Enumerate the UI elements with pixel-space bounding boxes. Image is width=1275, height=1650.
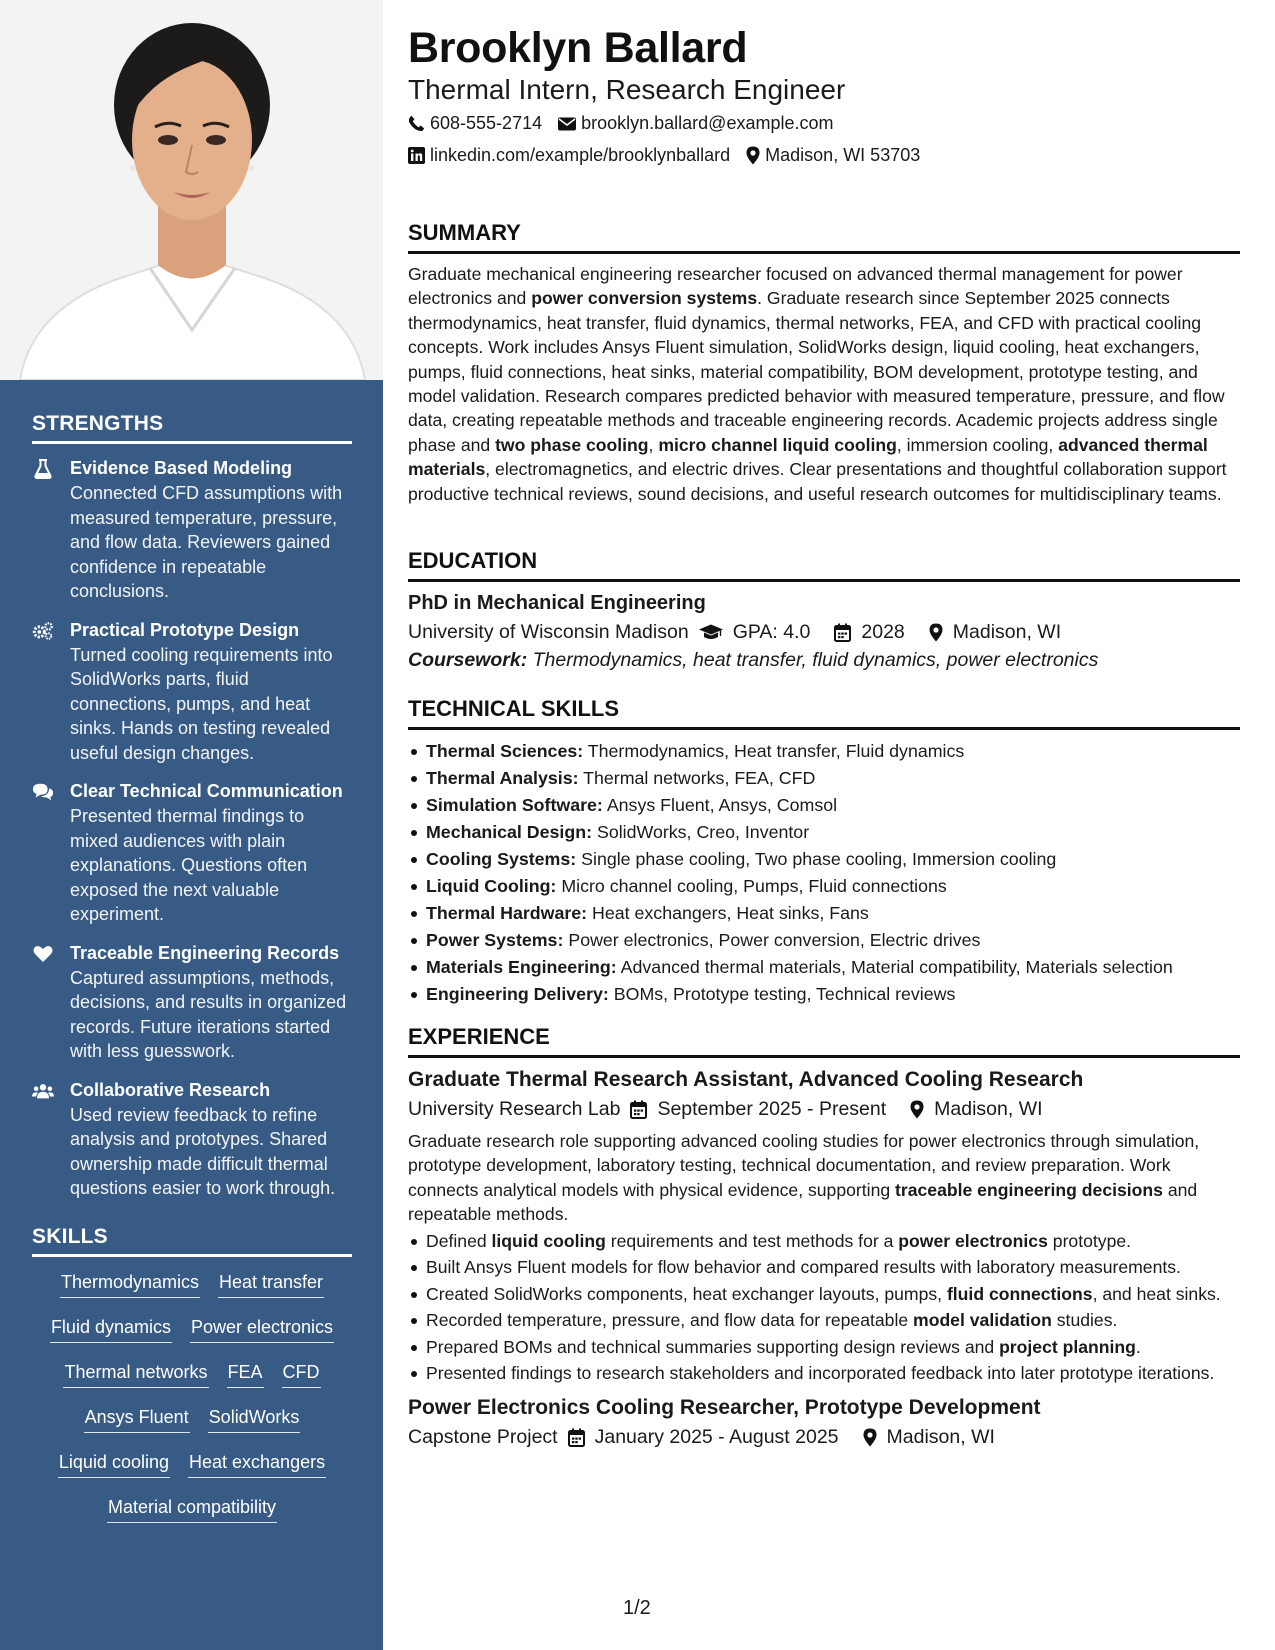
calendar-icon [834, 623, 851, 642]
strength-description: Presented thermal findings to mixed audiences with plain explanations. Questions often exposed the next valuable experiment. [70, 806, 308, 924]
comments-icon [32, 782, 54, 802]
job-bullets [408, 1229, 1240, 1386]
skill-tag: Thermal networks [63, 1359, 208, 1388]
technical-skill-item: Engineering Delivery: BOMs, Prototype testing, Technical reviews [408, 981, 1240, 1008]
heart-icon [32, 944, 54, 964]
school-name: University of Wisconsin Madison [408, 621, 689, 643]
job-entry [408, 1068, 1240, 1386]
strength-title: Collaborative Research [70, 1079, 271, 1100]
skill-tag: Material compatibility [107, 1494, 277, 1523]
education-heading: EDUCATION [408, 548, 1240, 582]
gears-icon [32, 621, 54, 641]
job-bullet: Created SolidWorks components, heat exchanger layouts, pumps, fluid connections, and heat sinks. [408, 1282, 1240, 1307]
skill-row [32, 1494, 352, 1539]
technical-skill-item: Liquid Cooling: Micro channel cooling, Pumps, Fluid connections [408, 873, 1240, 900]
gpa-text: GPA: 4.0 [732, 621, 811, 643]
education-section [408, 548, 1240, 672]
skill-tag: Fluid dynamics [50, 1314, 172, 1343]
skill-tag: Power electronics [190, 1314, 334, 1343]
job-bullet: Recorded temperature, pressure, and flow data for repeatable model validation studies. [408, 1308, 1240, 1333]
job-location: Madison, WI [886, 1425, 995, 1448]
job-organization: University Research Lab [408, 1098, 621, 1120]
job-meta [408, 1426, 1240, 1449]
job-organization: Capstone Project [408, 1425, 558, 1448]
job-dates: January 2025 - August 2025 [594, 1425, 839, 1448]
skill-tag: CFD [282, 1359, 321, 1388]
strength-item [32, 941, 352, 1064]
strength-item [32, 779, 352, 927]
technical-skill-item: Thermal Sciences: Thermodynamics, Heat transfer, Fluid dynamics [408, 738, 1240, 765]
skill-tag: Liquid cooling [58, 1449, 170, 1478]
candidate-name: Brooklyn Ballard [408, 24, 748, 72]
technical-skill-item: Cooling Systems: Single phase cooling, Two phase cooling, Immersion cooling [408, 846, 1240, 873]
strength-description: Captured assumptions, methods, decisions, and results in organized records. Future iterations started with less guesswork. [70, 967, 347, 1061]
job-bullet: Prepared BOMs and technical summaries supporting design reviews and project planning. [408, 1335, 1240, 1360]
location-text: Madison, WI 53703 [765, 145, 921, 165]
skill-tag: SolidWorks [208, 1404, 301, 1433]
education-meta [408, 621, 1240, 644]
envelope-icon [558, 117, 576, 131]
job-location: Madison, WI [934, 1098, 1043, 1120]
skills-heading: SKILLS [32, 1225, 352, 1257]
job-title: Power Electronics Cooling Researcher, Prototype Development [408, 1395, 1041, 1419]
coursework-text: Thermodynamics, heat transfer, fluid dynamics, power electronics [532, 649, 1099, 671]
strength-item [32, 456, 352, 604]
job-dates: September 2025 - Present [657, 1098, 887, 1120]
sidebar [0, 0, 383, 1650]
email-text: brooklyn.ballard@example.com [581, 113, 834, 133]
map-marker-icon [863, 1428, 877, 1447]
strength-title: Evidence Based Modeling [70, 458, 293, 478]
profile-photo-illustration [0, 0, 383, 380]
job-bullet: Presented findings to research stakeholders and incorporated feedback into later prototype iterations. [408, 1361, 1240, 1386]
graduation-year: 2028 [861, 621, 905, 643]
degree-title: PhD in Mechanical Engineering [408, 592, 706, 614]
strength-title: Clear Technical Communication [70, 781, 343, 801]
contact-row [408, 113, 834, 134]
calendar-icon [568, 1428, 585, 1447]
skill-tag: Ansys Fluent [84, 1404, 190, 1433]
sidebar-content [32, 412, 352, 1539]
job-title: Graduate Thermal Research Assistant, Advanced Cooling Research [408, 1068, 1084, 1091]
job-description: Graduate research role supporting advanced cooling studies for power electronics through simulation, prototype development, laboratory testing, technical documentation, and review preparation. Work connects analytical models with physical evidence, supporting traceable engineering decisions and repeatable methods. [408, 1131, 1200, 1225]
strength-description: Used review feedback to refine analysis and prototypes. Shared ownership made difficult thermal questions easier to work through. [70, 1104, 336, 1198]
skill-tags [32, 1269, 352, 1539]
email-contact[interactable] [558, 113, 833, 134]
job-bullet: Built Ansys Fluent models for flow behavior and compared results with laboratory measurements. [408, 1255, 1240, 1280]
technical-skills-heading: TECHNICAL SKILLS [408, 696, 1240, 730]
skill-row [32, 1269, 352, 1314]
school-location: Madison, WI [952, 621, 1062, 643]
strength-title: Traceable Engineering Records [70, 942, 340, 963]
job-meta [408, 1098, 1240, 1121]
linkedin-contact[interactable] [408, 145, 730, 166]
skill-tag: Heat exchangers [188, 1449, 326, 1478]
contact-row [408, 145, 920, 166]
map-marker-icon [746, 146, 760, 165]
strengths-heading: STRENGTHS [32, 412, 352, 444]
linkedin-icon [408, 147, 425, 164]
coursework [408, 649, 1240, 672]
summary-heading: SUMMARY [408, 220, 1240, 254]
strength-description: Turned cooling requirements into SolidWorks parts, fluid connections, pumps, and heat sinks. Hands on testing revealed useful design changes. [70, 644, 333, 763]
location-contact [746, 145, 920, 166]
job-entry [408, 1396, 1240, 1449]
technical-skill-item: Simulation Software: Ansys Fluent, Ansys, Comsol [408, 792, 1240, 819]
phone-contact[interactable] [408, 113, 542, 134]
users-icon [32, 1081, 54, 1101]
strength-item [32, 1078, 352, 1201]
phone-text: 608-555-2714 [430, 113, 543, 133]
strength-title: Practical Prototype Design [70, 619, 300, 640]
coursework-label: Coursework: [408, 649, 528, 671]
technical-skill-item: Power Systems: Power electronics, Power conversion, Electric drives [408, 927, 1240, 954]
skill-tag: Heat transfer [218, 1269, 324, 1298]
skill-tag: FEA [227, 1359, 264, 1388]
profile-photo [0, 0, 383, 380]
strength-item [32, 618, 352, 766]
skill-row [32, 1314, 352, 1359]
technical-skill-item: Thermal Hardware: Heat exchangers, Heat sinks, Fans [408, 900, 1240, 927]
strengths-list [32, 456, 352, 1201]
technical-skills-section [408, 696, 1240, 1008]
summary-text: Graduate mechanical engineering researcher focused on advanced thermal management for power electronics and power conversion systems. Graduate research since September 2025 connects thermodynamics, heat transfer, fluid dynamics, thermal networks, FEA, and CFD with practical cooling concepts. Work includes Ansys Fluent simulation, SolidWorks design, liquid cooling, heat exchangers, pumps, fluid connections, heat sinks, material compatibility, BOM development, prototype testing, and model validation. Research compares predicted behavior with measured temperature, pressure, and flow data, creating repeatable methods and traceable engineering records. Academic projects address single phase and two phase cooling, micro channel liquid cooling, immersion cooling, advanced thermal materials, electromagnetics, and electric drives. Clear presentations and thoughtful collaboration support productive technical reviews, sound decisions, and useful research outcomes for multidisciplinary teams. [408, 264, 1227, 504]
flask-icon [32, 459, 54, 479]
linkedin-text: linkedin.com/example/brooklynballard [430, 145, 731, 165]
technical-skill-item: Mechanical Design: SolidWorks, Creo, Inventor [408, 819, 1240, 846]
skill-row [32, 1449, 352, 1494]
job-bullet: Defined liquid cooling requirements and test methods for a power electronics prototype. [408, 1229, 1240, 1254]
skill-tag: Thermodynamics [60, 1269, 200, 1298]
map-marker-icon [910, 1100, 924, 1119]
technical-skill-item: Materials Engineering: Advanced thermal materials, Material compatibility, Materials selection [408, 954, 1240, 981]
phone-icon [408, 115, 425, 132]
candidate-headline: Thermal Intern, Research Engineer [408, 74, 846, 105]
graduation-cap-icon [699, 624, 723, 641]
technical-skill-item: Thermal Analysis: Thermal networks, FEA, CFD [408, 765, 1240, 792]
calendar-icon [630, 1100, 647, 1119]
experience-section [408, 1024, 1240, 1449]
map-marker-icon [929, 623, 943, 642]
technical-skills-list [408, 738, 1240, 1008]
summary-section [408, 220, 1240, 506]
skill-row [32, 1359, 352, 1404]
skill-row [32, 1404, 352, 1449]
page-number: 1/2 [623, 1597, 651, 1619]
experience-heading: EXPERIENCE [408, 1024, 1240, 1058]
strength-description: Connected CFD assumptions with measured temperature, pressure, and flow data. Reviewers gained confidence in repeatable conclusions. [70, 483, 343, 601]
